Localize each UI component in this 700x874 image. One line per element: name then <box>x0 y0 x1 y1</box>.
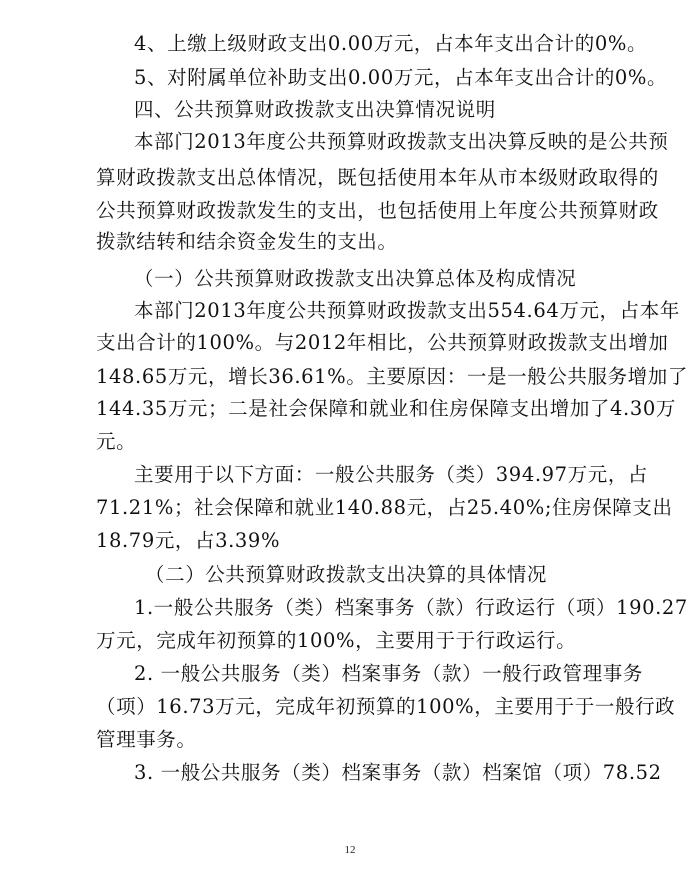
text-line: 5、对附属单位补助支出0.00万元，占本年支出合计的0%。 <box>134 66 668 89</box>
text-line: 主要用于以下方面：一般公共服务（类）394.97万元，占 <box>134 463 649 486</box>
section-heading: 四、公共预算财政拨款支出决算情况说明 <box>134 98 496 121</box>
text-line: 管理事务。 <box>96 728 197 751</box>
text-line: 万元，完成年初预算的100%，主要用于于行政运行。 <box>96 629 577 652</box>
text-line: 148.65万元，增长36.61%。主要原因：一是一般公共服务增加了 <box>96 365 688 388</box>
subsection-heading: （二）公共预算财政拨款支出决算的具体情况 <box>145 563 548 586</box>
text-line: 拨款结转和结余资金发生的支出。 <box>96 230 398 253</box>
page-number: 12 <box>344 844 356 856</box>
text-line: 18.79元，占3.39% <box>96 529 281 552</box>
text-line: 4、上缴上级财政支出0.00万元，占本年支出合计的0%。 <box>134 32 648 55</box>
text-line: 2. 一般公共服务（类）档案事务（款）一般行政管理事务 <box>134 662 644 685</box>
text-line: 144.35万元；二是社会保障和就业和住房保障支出增加了4.30万 <box>96 397 676 420</box>
text-line: 1.一般公共服务（类）档案事务（款）行政运行（项）190.27 <box>134 596 688 619</box>
text-line: 71.21%；社会保障和就业140.88元，占25.40%;住房保障支出 <box>96 496 673 519</box>
text-line: 本部门2013年度公共预算财政拨款支出决算反映的是公共预 <box>134 130 669 153</box>
text-line: 算财政拨款支出总体情况，既包括使用本年从市本级财政取得的 <box>96 166 659 189</box>
text-line: 本部门2013年度公共预算财政拨款支出554.64万元，占本年 <box>134 299 680 322</box>
text-line: 3. 一般公共服务（类）档案事务（款）档案馆（项）78.52 <box>134 761 662 784</box>
text-line: 公共预算财政拨款发生的支出，也包括使用上年度公共预算财政 <box>96 199 659 222</box>
text-line: （项）16.73万元，完成年初预算的100%，主要用于于一般行政 <box>96 695 676 718</box>
text-line: 支出合计的100%。与2012年相比，公共预算财政拨款支出增加 <box>96 331 669 354</box>
subsection-heading: （一）公共预算财政拨款支出决算总体及构成情况 <box>134 267 577 290</box>
text-line: 元。 <box>96 430 137 453</box>
